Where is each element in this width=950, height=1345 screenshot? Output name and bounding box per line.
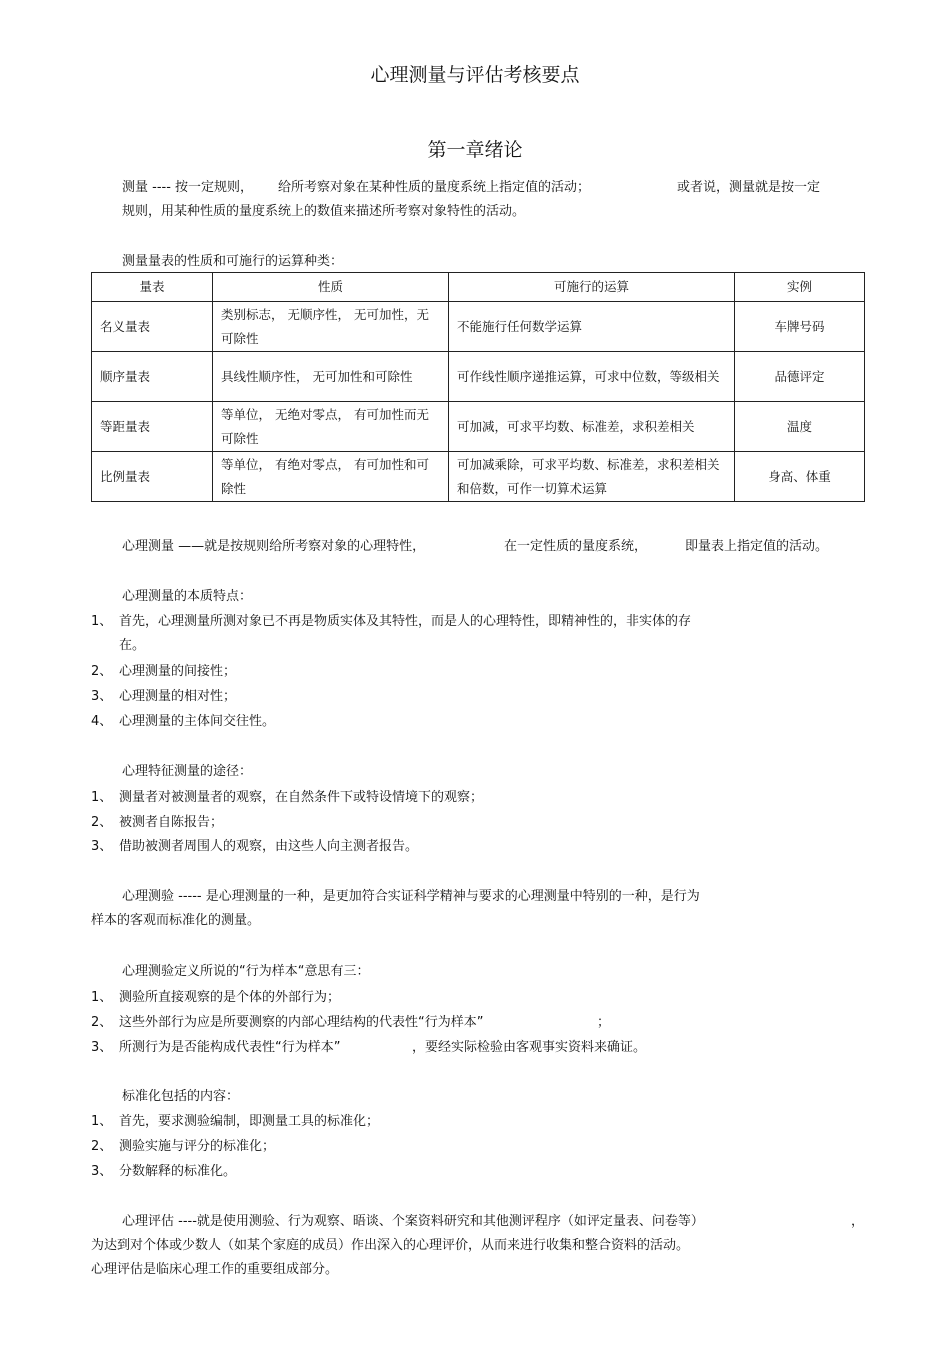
list-item [91, 660, 236, 679]
cell-example: 身高、体重 [735, 452, 865, 502]
header-example: 实例 [735, 273, 865, 302]
assessment-line1: 心理评估 ----就是使用测验、行为观察、晤谈、个案资料研究和其他测评程序（如评定量表、问卷等） [122, 1214, 704, 1229]
cell-nature: 类别标志， 无顺序性， 无可加性，无可除性 [213, 302, 449, 352]
scale-table [91, 272, 865, 502]
psych-measure-part3: 即量表上指定值的活动。 [685, 539, 829, 554]
list-number: 1、 [91, 614, 113, 629]
list-item [91, 986, 340, 1005]
test-definition-line1: 心理测验 ----- 是心理测量的一种，是更加符合实证科学精神与要求的心理测量中特别的一种，是行为 [122, 889, 700, 904]
cell-example: 温度 [735, 402, 865, 452]
cell-operations: 可加减，可求平均数、标准差，求积差相关 [449, 402, 735, 452]
list-item [91, 610, 691, 629]
list-item [91, 811, 223, 830]
list-text: 首先，要求测验编制，即测量工具的标准化； [119, 1114, 380, 1129]
list-item [91, 710, 275, 729]
list-number: 3、 [91, 1164, 113, 1179]
list-number: 4、 [91, 714, 113, 729]
measure-def-part3: 或者说，测量就是按一定 [677, 180, 821, 195]
list-number: 1、 [91, 990, 113, 1005]
list-number: 3、 [91, 1040, 113, 1055]
list-text: 所测行为是否能构成代表性“行为样本” [119, 1040, 341, 1055]
sample-heading: 心理测验定义所说的“行为样本“意思有三： [122, 964, 370, 979]
list-item-tail: ； [597, 1015, 611, 1030]
list-item [91, 835, 418, 854]
measure-def-part1: 测量 ---- 按一定规则， [122, 180, 254, 195]
header-nature: 性质 [213, 273, 449, 302]
cell-nature: 等单位， 有绝对零点， 有可加性和可除性 [213, 452, 449, 502]
header-scale: 量表 [92, 273, 213, 302]
table-row [92, 452, 865, 502]
list-text: 借助被测者周围人的观察，由这些人向主测者报告。 [119, 839, 419, 854]
list-text: 首先，心理测量所测对象已不再是物质实体及其特性，而是人的心理特性，即精神性的，非实体的存 [119, 614, 692, 629]
list-text: 心理测量的间接性； [119, 664, 237, 679]
list-item [91, 1011, 483, 1030]
list-text: 测验所直接观察的是个体的外部行为； [119, 990, 341, 1005]
features-heading: 心理测量的本质特点： [122, 589, 253, 604]
cell-example: 品德评定 [735, 352, 865, 402]
table-header-row [92, 273, 865, 302]
list-number: 1、 [91, 790, 113, 805]
cell-scale-name: 顺序量表 [92, 352, 213, 402]
list-text: 测验实施与评分的标准化； [119, 1139, 276, 1154]
table-caption: 测量量表的性质和可施行的运算种类： [122, 254, 344, 269]
table-row [92, 352, 865, 402]
list-item [91, 685, 236, 704]
list-text: 分数解释的标准化。 [119, 1164, 237, 1179]
cell-example: 车牌号码 [735, 302, 865, 352]
list-item [91, 1110, 379, 1129]
list-item [91, 1135, 275, 1154]
ways-heading: 心理特征测量的途径： [122, 764, 253, 779]
chapter-heading: 第一章绪论 [427, 139, 523, 161]
list-number: 2、 [91, 1139, 113, 1154]
list-number: 3、 [91, 839, 113, 854]
list-text: 心理测量的主体间交往性。 [119, 714, 276, 729]
list-number: 2、 [91, 1015, 113, 1030]
list-text: 测量者对被测量者的观察，在自然条件下或特设情境下的观察； [119, 790, 484, 805]
assessment-line3: 心理评估是临床心理工作的重要组成部分。 [91, 1262, 339, 1277]
list-number: 3、 [91, 689, 113, 704]
list-text: 心理测量的相对性； [119, 689, 237, 704]
table-row [92, 302, 865, 352]
page-title: 心理测量与评估考核要点 [370, 64, 580, 86]
measure-def-part2: 给所考察对象在某种性质的量度系统上指定值的活动； [278, 180, 591, 195]
list-text: 这些外部行为应是所要测察的内部心理结构的代表性“行为样本” [119, 1015, 484, 1030]
list-text: 被测者自陈报告； [119, 815, 224, 830]
standard-heading: 标准化包括的内容： [122, 1089, 240, 1104]
list-item [91, 1160, 236, 1179]
cell-operations: 可作线性顺序递推运算，可求中位数，等级相关 [449, 352, 735, 402]
list-item [91, 786, 483, 805]
header-operations: 可施行的运算 [449, 273, 735, 302]
list-item [91, 1036, 340, 1055]
cell-scale-name: 比例量表 [92, 452, 213, 502]
test-definition-line2: 样本的客观而标准化的测量。 [91, 913, 261, 928]
psych-measure-part1: 心理测量 ——就是按规则给所考察对象的心理特性， [122, 539, 426, 554]
assessment-line2: 为达到对个体或少数人（如某个家庭的成员）作出深入的心理评价，从而来进行收集和整合资料的活动。 [91, 1238, 690, 1253]
list-number: 1、 [91, 1114, 113, 1129]
cell-nature: 具线性顺序性， 无可加性和可除性 [213, 352, 449, 402]
table-row [92, 402, 865, 452]
list-item-tail: ，要经实际检验由客观事实资料来确证。 [412, 1040, 647, 1055]
measure-def-line2: 规则，用某种性质的量度系统上的数值来描述所考察对象特性的活动。 [122, 204, 526, 219]
cell-operations: 可加减乘除，可求平均数、标准差，求积差相关和倍数，可作一切算术运算 [449, 452, 735, 502]
cell-scale-name: 等距量表 [92, 402, 213, 452]
list-number: 2、 [91, 664, 113, 679]
assessment-line1-tail: ， [851, 1214, 865, 1229]
list-item-continuation: 在。 [119, 638, 146, 653]
psych-measure-part2: 在一定性质的量度系统， [504, 539, 648, 554]
cell-nature: 等单位， 无绝对零点， 有可加性而无可除性 [213, 402, 449, 452]
cell-operations: 不能施行任何数学运算 [449, 302, 735, 352]
list-number: 2、 [91, 815, 113, 830]
cell-scale-name: 名义量表 [92, 302, 213, 352]
